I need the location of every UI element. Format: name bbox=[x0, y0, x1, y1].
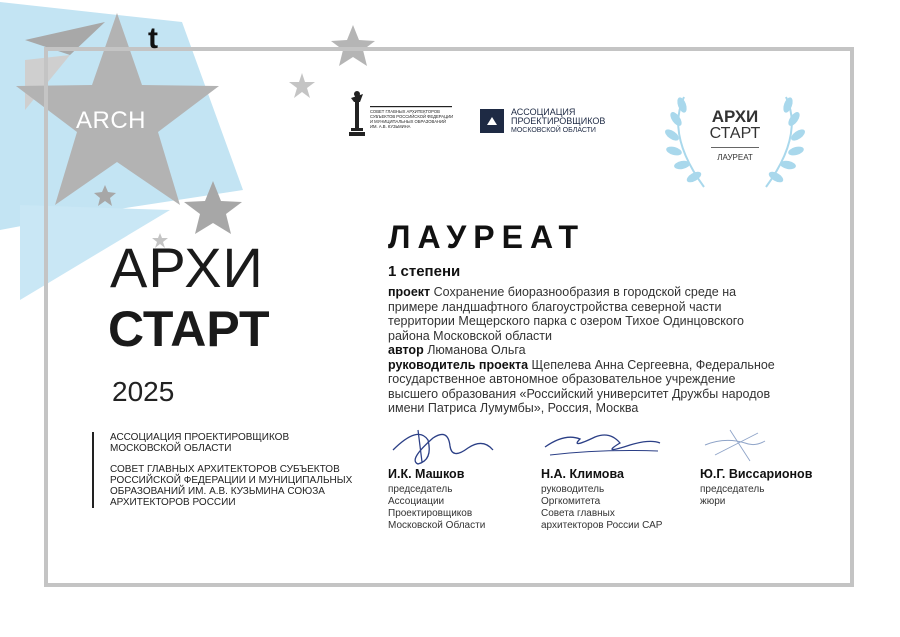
supervisor-label: руководитель проекта bbox=[388, 357, 529, 372]
signatory-name: Ю.Г. Виссарионов bbox=[700, 467, 813, 481]
award-details bbox=[388, 285, 788, 416]
signature-klimova bbox=[540, 425, 665, 465]
supervisor-value: Щепелева Анна Сергеевна, Федеральное государственное автономное образовательное учреждение высшего образования «Российский университет Дружбы народов имени Патриса Лумумбы», Россия, Москва bbox=[388, 357, 775, 415]
signature-vissarionov bbox=[700, 425, 770, 465]
council-line-3: И МУНИЦИПАЛЬНЫХ ОБРАЗОВАНИЙ bbox=[370, 119, 447, 124]
project-value: Сохранение биоразнообразия в городской среде на примере ландшафтного благоустройства северной части территории Мещерского парка с озером Тихое Одинцовского района Московской области bbox=[388, 285, 745, 343]
author-line bbox=[388, 343, 788, 358]
author-value: Люманова Ольга bbox=[427, 343, 526, 357]
signatory-name: Н.А. Климова bbox=[541, 467, 624, 481]
signatory-klimova bbox=[541, 468, 662, 532]
brand-arch-text: ARCH bbox=[76, 107, 147, 134]
association-logo-icon bbox=[480, 109, 504, 133]
organizers-block bbox=[92, 432, 380, 508]
event-title-start: СТАРТ bbox=[108, 301, 270, 357]
laureate-laurel-badge bbox=[662, 85, 808, 195]
signatory-vissarionov bbox=[700, 468, 812, 508]
organizer-2: СОВЕТ ГЛАВНЫХ АРХИТЕКТОРОВ СУБЪЕКТОВ РОССИЙСКОЙ ФЕДЕРАЦИИ И МУНИЦИПАЛЬНЫХ ОБРАЗОВАНИЙ ИМ. А.В. КУЗЬМИНА СОЮЗА АРХИТЕКТОРОВ РОССИИ bbox=[110, 464, 353, 508]
signatory-role-line: Оргкомитета bbox=[541, 496, 601, 507]
council-line-4: ИМ. А.В. КУЗЬМИНА bbox=[370, 124, 411, 129]
signatory-role-line: жюри bbox=[700, 496, 726, 507]
signatory-name: И.К. Машков bbox=[388, 467, 465, 481]
organizer-1: АССОЦИАЦИЯ ПРОЕКТИРОВЩИКОВ МОСКОВСКОЙ ОБЛАСТИ bbox=[110, 432, 290, 454]
signatory-role-line: руководитель bbox=[541, 484, 605, 495]
signatory-role-line: архитекторов России САР bbox=[541, 520, 663, 531]
award-title: ЛАУРЕАТ bbox=[388, 219, 585, 255]
laurel-title-start: СТАРТ bbox=[709, 125, 761, 142]
association-line-2: ПРОЕКТИРОВЩИКОВ bbox=[511, 116, 606, 126]
signatory-mashkov bbox=[388, 468, 485, 532]
signatory-role-line: Совета главных bbox=[541, 508, 615, 519]
project-line bbox=[388, 285, 788, 343]
council-logo-rule bbox=[370, 106, 452, 108]
signatory-role-line: Проектировщиков bbox=[388, 508, 473, 519]
association-logo-text bbox=[511, 108, 605, 135]
event-title-archi: АРХИ bbox=[110, 236, 264, 299]
council-line-1: СОВЕТ ГЛАВНЫХ АРХИТЕКТОРОВ bbox=[370, 109, 440, 114]
council-monument-logo-icon bbox=[346, 90, 368, 140]
supervisor-line bbox=[388, 358, 788, 416]
association-line-1: АССОЦИАЦИЯ bbox=[511, 107, 576, 117]
award-degree: 1 степени bbox=[388, 263, 461, 280]
association-line-3: МОСКОВСКОЙ ОБЛАСТИ bbox=[511, 127, 596, 134]
council-logo-text bbox=[370, 109, 460, 129]
laurel-title-archi: АРХИ bbox=[711, 107, 759, 126]
signatory-role-line: председатель bbox=[700, 484, 765, 495]
signatory-role-line: председатель bbox=[388, 484, 453, 495]
project-label: проект bbox=[388, 285, 431, 299]
signatory-role-line: Московской Области bbox=[388, 520, 486, 531]
brand-t-letter: t bbox=[148, 22, 158, 55]
event-year: 2025 bbox=[112, 376, 175, 407]
signatory-role-line: Ассоциации bbox=[388, 496, 445, 507]
signature-mashkov bbox=[388, 420, 498, 468]
author-label: автор bbox=[388, 343, 424, 357]
council-line-2: СУБЪЕКТОВ РОССИЙСКОЙ ФЕДЕРАЦИИ bbox=[370, 114, 454, 119]
laurel-subtitle-laureate: ЛАУРЕАТ bbox=[717, 153, 753, 162]
laurel-divider bbox=[711, 147, 759, 148]
